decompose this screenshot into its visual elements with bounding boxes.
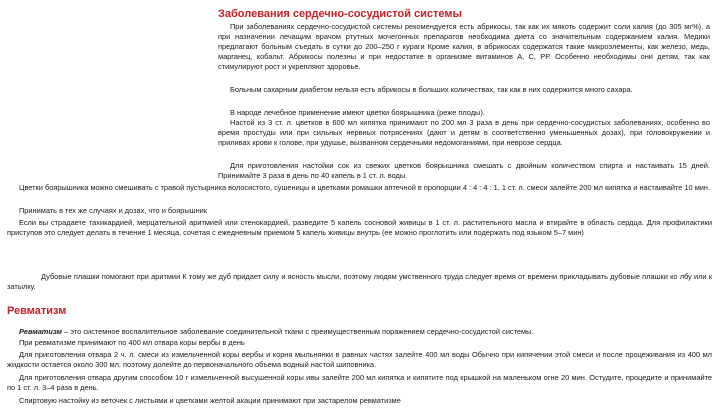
section-title-rheumatism: Ревматизм — [7, 305, 67, 317]
paragraph-acacia-tincture — [7, 396, 712, 406]
paragraph-text: Принимать в тех же случаях и дозах, что и боярышник — [19, 206, 208, 215]
paragraph-apricots — [218, 22, 710, 72]
paragraph-text: Для приготовления отвара 2 ч. л. смеси из измельченной коры вербы и корня мыльнянки в равных частях залейте 400 мл воды Обычно при кипячении этой смеси и после процеживания из 400 мл жидкости остается около 300 мл, поэтому долейте до первоначального объема водный настой шиповника. — [7, 350, 712, 369]
paragraph-hawthorn-mix — [7, 183, 712, 193]
paragraph-hawthorn-infusion — [218, 118, 710, 148]
term-rheumatism: Ревматизм — [19, 327, 63, 336]
paragraph-rheumatism-definition — [7, 327, 712, 337]
paragraph-text: Больным сахарным диабетом нельзя есть абрикосы в больших количествах, так как в них содержится много сахара. — [230, 85, 633, 94]
paragraph-willow-bark — [7, 373, 712, 393]
paragraph-text: При ревматизме принимают по 400 мл отвара коры вербы в день — [19, 338, 245, 347]
paragraph-hawthorn-use — [218, 108, 710, 118]
definition-text: – это системное воспалительное заболевание соединительной ткани с преимущественным поражением сердечно-сосудистой системы. — [62, 327, 534, 336]
paragraph-text: Для приготовления отвара другим способом 10 г измельченной высушенной коры ивы залейте 200 мл кипятка и кипятите под крышкой на маленьком огне 20 мин. Остудите, процедите и принимайте по 1 ст. л. 3–4 раза в день. — [7, 373, 712, 392]
paragraph-same-doses — [7, 206, 712, 216]
paragraph-text — [7, 327, 712, 337]
paragraph-text: Для приготовления настойки сок из свежих цветков боярышника смешать с двойным количеством спирта и настаивать 15 дней. Принимайте 3 раза в день по 40 капель в 1 ст. л. воды. — [218, 161, 710, 180]
paragraph-pine-resin — [7, 218, 712, 238]
paragraph-text: Если вы страдаете тахикардией, мерцательной аритмией или стенокардией, разведите 5 капель сосновой живицы в 1 ст. л. растительного масла и втирайте в область сердца. Для профилактики приступов это следует делать в течение 1 месяца, сочетая с ежедневным приемом 5 капель живицы внутрь (ее можно проглотить или подержать под языком 5–7 мин) — [7, 218, 712, 237]
paragraph-text: При заболеваниях сердечно-сосудистой системы рекомендуется есть абрикосы, так как их мякоть содержит соли калия (до 305 мг%), а при назначении лечащим врачом ртутных мочегонных препаратов необходима диета со значительным содержанием калия. Медики предлагают больным съедать в сутки до 200–250 г кураги Кроме калия, в абрикосах содержатся такие микроэлементы, как железо, медь, марганец, кобальт. Абрикосы полезны и при недостатке в организме витаминов А, С, РР. Особенно необходимы они детям, так как стимулируют рост и укрепляют здоровье. — [218, 22, 710, 71]
paragraph-willow-soapwort — [7, 350, 712, 370]
paragraph-text: В народе лечебное применение имеют цветки боярышника (реже плоды). — [230, 108, 485, 117]
paragraph-text: Цветки боярышника можно смешивать с травой пустырника волосистого, сушеницы и цветками ромашки аптечной в пропорции 4 : 4 : 4 : 1. 1 ст. л. смеси залейте 200 мл кипятка и настаивайте 10 мин. — [19, 183, 711, 192]
paragraph-hawthorn-tincture — [218, 161, 710, 181]
paragraph-text: Спиртовую настойку из веточек с листьями и цветками желтой акации принимают при застарелом ревматизме — [19, 396, 401, 405]
paragraph-diabetes — [218, 85, 710, 95]
paragraph-oak-planks — [7, 272, 712, 292]
paragraph-text: Дубовые плашки помогают при аритмии К тому же дуб придает силу и ясность мысли, поэтому людям умственного труда следует время от времени прикладывать дубовые плашки ко лбу или к затылку. — [7, 272, 712, 291]
section-title-cardiovascular: Заболевания сердечно-сосудистой системы — [218, 8, 462, 20]
paragraph-willow-decoction — [7, 338, 712, 348]
paragraph-text: Настой из 3 ст. л. цветков в 600 мл кипятка принимают по 200 мл 3 раза в день при сердечно-сосудистых заболеваниях, особенно во время простуды или при сильных нервных потрясениях (дают и детям в соответственно уменьшенных дозах), при головокружении и приливах крови к голове, при удушье, вызванном сердечными недомоганиями, при неврозе сердца. — [218, 118, 710, 147]
